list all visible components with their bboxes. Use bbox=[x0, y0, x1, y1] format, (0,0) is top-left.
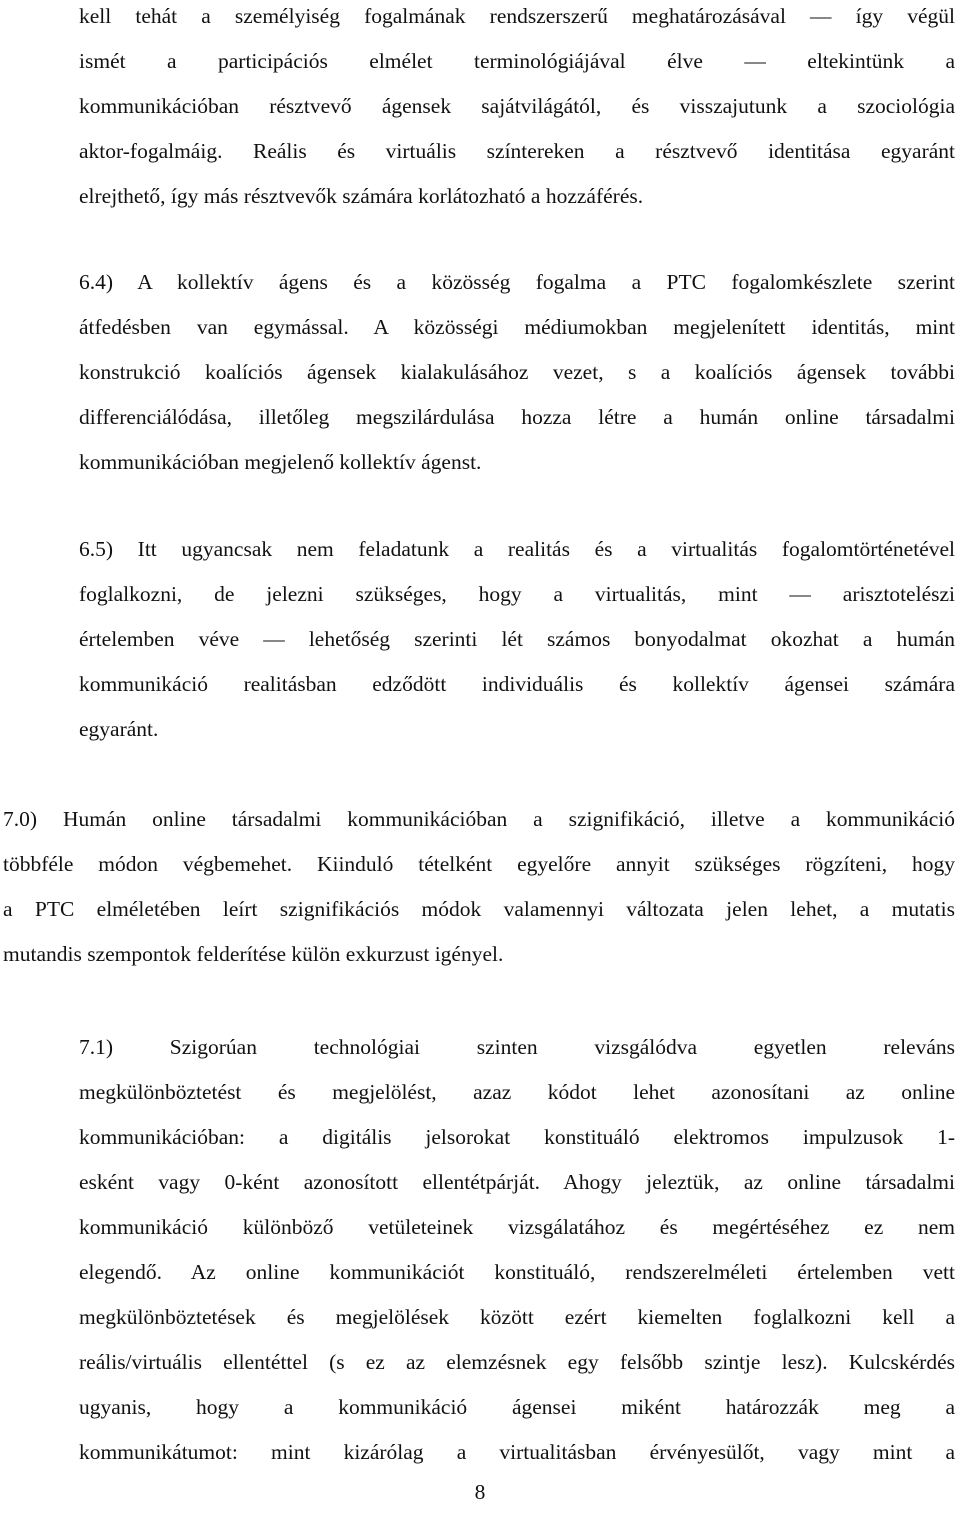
text-line: ismét a participációs elmélet terminológiájával élve — eltekintünk a bbox=[79, 49, 955, 73]
text-line: átfedésben van egymással. A közösségi médiumokban megjelenített identitás, mint bbox=[79, 315, 955, 339]
text-line: kommunikáció realitásban edződött individuális és kollektív ágensei számára bbox=[79, 672, 955, 696]
text-line: 6.4) A kollektív ágens és a közösség fogalma a PTC fogalomkészlete szerint bbox=[79, 270, 955, 294]
text-line: mutandis szempontok felderítése külön exkurzust igényel. bbox=[3, 942, 504, 966]
text-line: többféle módon végbemehet. Kiinduló tételként egyelőre annyit szükséges rögzíteni, hogy bbox=[3, 852, 955, 876]
text-line: kommunikáció különböző vetületeinek vizsgálatához és megértéséhez ez nem bbox=[79, 1215, 955, 1239]
text-line: differenciálódása, illetőleg megszilárdulása hozza létre a humán online társadalmi bbox=[79, 405, 955, 429]
text-line: kommunikációban: a digitális jelsorokat konstituáló elektromos impulzusok 1- bbox=[79, 1125, 955, 1149]
text-line: megkülönböztetést és megjelölést, azaz kódot lehet azonosítani az online bbox=[79, 1080, 955, 1104]
text-line: reális/virtuális ellentéttel (s ez az elemzésnek egy felsőbb szintje lesz). Kulcskérdés bbox=[79, 1350, 955, 1374]
text-line: megkülönböztetések és megjelölések között ezért kiemelten foglalkozni kell a bbox=[79, 1305, 955, 1329]
text-line: kell tehát a személyiség fogalmának rendszerszerű meghatározásával — így végül bbox=[79, 4, 955, 28]
page-number: 8 bbox=[474, 1480, 486, 1504]
paragraph-6-4 bbox=[79, 260, 955, 485]
paragraph-6-5 bbox=[79, 527, 955, 752]
text-line: kommunikációban megjelenő kollektív ágenst. bbox=[79, 450, 482, 474]
text-line: konstrukció koalíciós ágensek kialakulásához vezet, s a koalíciós ágensek további bbox=[79, 360, 955, 384]
text-line: 7.1) Szigorúan technológiai szinten vizsgálódva egyetlen releváns bbox=[79, 1035, 955, 1059]
text-line: ugyanis, hogy a kommunikáció ágensei miként határozzák meg a bbox=[79, 1395, 955, 1419]
text-line: egyaránt. bbox=[79, 717, 159, 741]
paragraph-7-1 bbox=[79, 1025, 955, 1475]
text-line: 6.5) Itt ugyancsak nem feladatunk a realitás és a virtualitás fogalomtörténetével bbox=[79, 537, 955, 561]
text-line: elrejthető, így más résztvevők számára korlátozható a hozzáférés. bbox=[79, 184, 644, 208]
paragraph-continuation bbox=[79, 0, 955, 219]
paragraph-7-0 bbox=[3, 797, 955, 977]
text-line: értelemben véve — lehetőség szerinti lét számos bonyodalmat okozhat a humán bbox=[79, 627, 955, 651]
text-line: foglalkozni, de jelezni szükséges, hogy a virtualitás, mint — arisztotelészi bbox=[79, 582, 955, 606]
text-line: elegendő. Az online kommunikációt konstituáló, rendszerelméleti értelemben vett bbox=[79, 1260, 955, 1284]
text-line: esként vagy 0-ként azonosított ellentétpárját. Ahogy jeleztük, az online társadalmi bbox=[79, 1170, 955, 1194]
text-line: a PTC elméletében leírt szignifikációs módok valamennyi változata jelen lehet, a mutatis bbox=[3, 897, 955, 921]
text-line: kommunikátumot: mint kizárólag a virtualitásban érvényesülőt, vagy mint a bbox=[79, 1440, 955, 1464]
text-line: 7.0) Humán online társadalmi kommunikációban a szignifikáció, illetve a kommunikáció bbox=[3, 807, 955, 831]
text-line: kommunikációban résztvevő ágensek sajátvilágától, és visszajutunk a szociológia bbox=[79, 94, 955, 118]
text-line: aktor-fogalmáig. Reális és virtuális színtereken a résztvevő identitása egyaránt bbox=[79, 139, 955, 163]
